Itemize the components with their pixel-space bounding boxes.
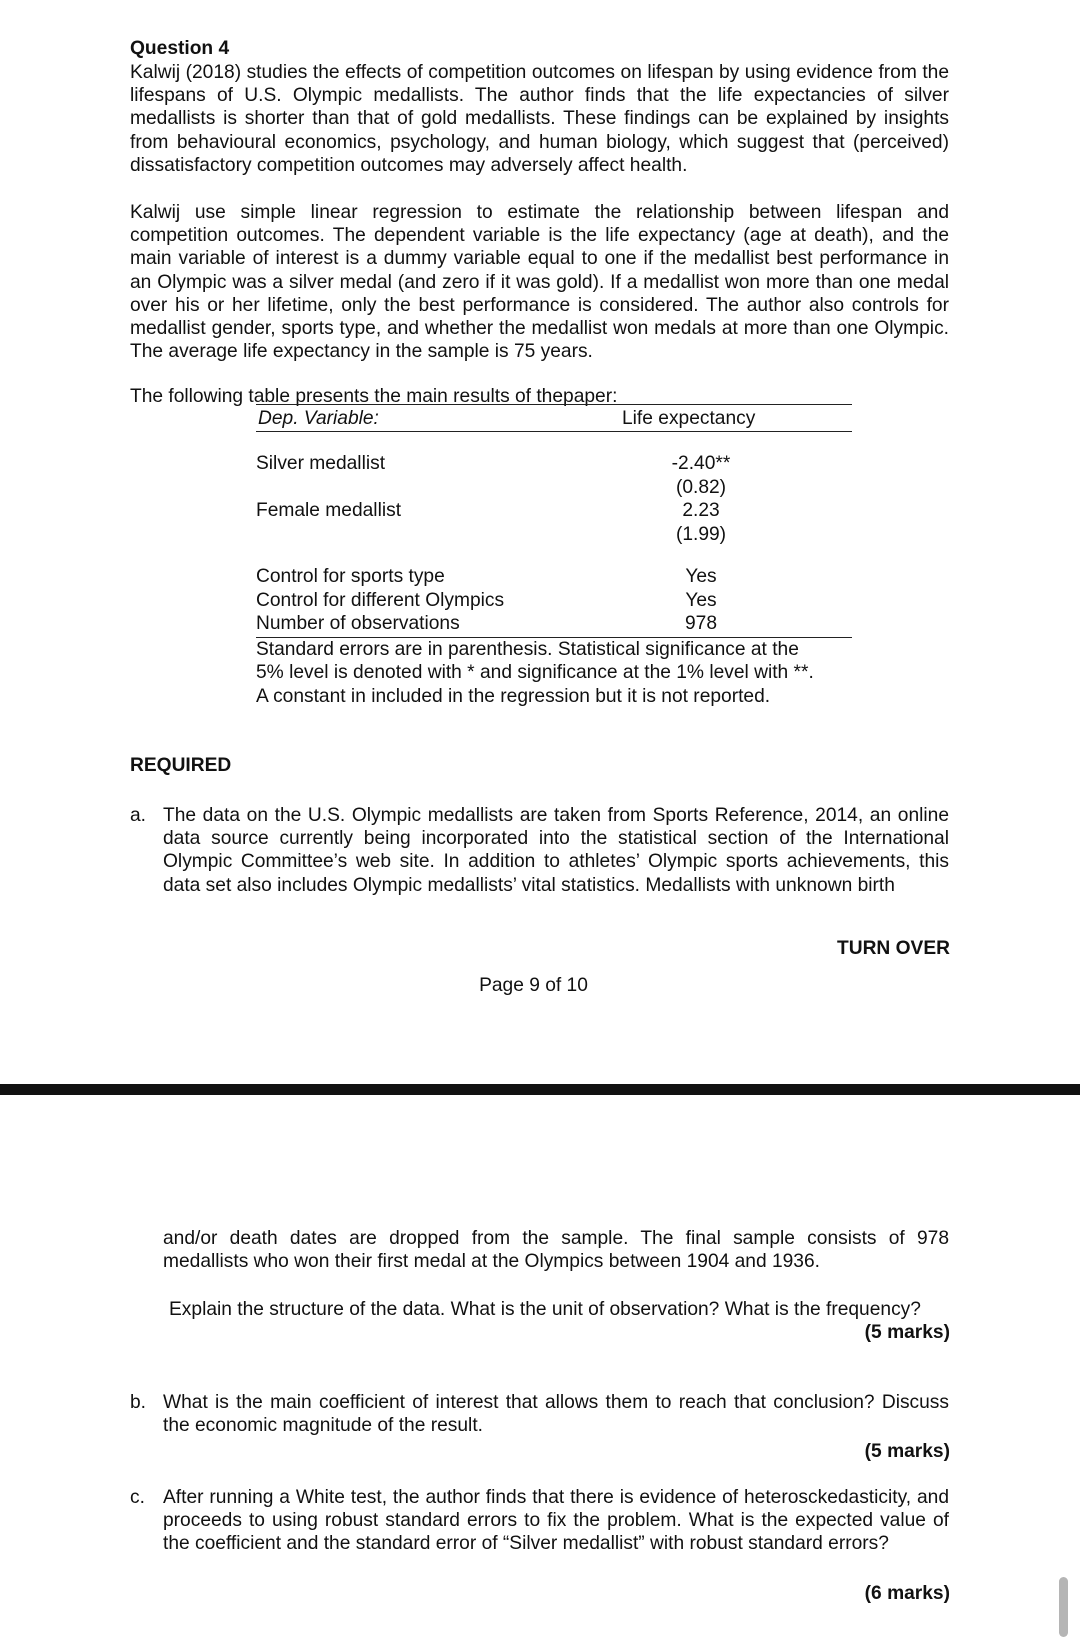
scrollbar-thumb[interactable] bbox=[1059, 1577, 1068, 1637]
control-value: 978 bbox=[684, 613, 717, 634]
control-label: Control for different Olympics bbox=[256, 590, 505, 611]
table-note: Standard errors are in parenthesis. Statistical significance at the bbox=[256, 639, 799, 660]
item-a-letter: a. bbox=[130, 805, 147, 826]
page-number: Page 9 of 10 bbox=[479, 975, 588, 996]
control-label: Control for sports type bbox=[256, 566, 445, 587]
intro-paragraph: Kalwij (2018) studies the effects of competition outcomes on lifespan by using evidence from the lifespans of U.S. Olympic medallists. The author finds that the life expectancies of silver medallists is shorter than that of gold medallists. These findings can be explained by insights from behavioural economics, psychology, and human biology, which suggest that (perceived) dissatisfactory competition outcomes may adversely affect health. bbox=[130, 62, 949, 176]
row-se: (0.82) bbox=[675, 477, 727, 498]
method-paragraph: Kalwij use simple linear regression to estimate the relationship between lifespan and competition outcomes. The dependent variable is the life expectancy (age at death), and the main variable of interest is a dummy variable equal to one if the medallist best performance in an Olympic was a silver medal (and zero if it was gold). If a medallist won more than one medal over his or her lifetime, only the best performance is considered. The author also controls for medallist gender, sports type, and whether the medallist won medals at more than one Olympic. The average life expectancy in the sample is 75 years. bbox=[130, 202, 949, 363]
page-break-divider bbox=[0, 1084, 1080, 1095]
required-heading: REQUIRED bbox=[130, 755, 232, 776]
item-b-marks: (5 marks) bbox=[864, 1441, 950, 1462]
header-life-expectancy: Life expectancy bbox=[622, 408, 756, 429]
control-value: Yes bbox=[685, 566, 717, 587]
row-coef: -2.40** bbox=[671, 453, 731, 474]
turn-over-label: TURN OVER bbox=[837, 938, 950, 959]
control-label: Number of observations bbox=[256, 613, 460, 634]
header-dep-variable: Dep. Variable: bbox=[258, 408, 379, 429]
item-c-marks: (6 marks) bbox=[864, 1583, 950, 1604]
table-intro: The following table presents the main results of thepaper: bbox=[130, 386, 618, 407]
item-c-text: After running a White test, the author finds that there is evidence of heterosckedasticity, and proceeds to using robust standard errors to fix the problem. What is the expected value of the coefficient and the standard error of “Silver medallist” with robust standard errors? bbox=[163, 1487, 949, 1555]
item-a-marks: (5 marks) bbox=[864, 1322, 950, 1343]
row-label: Silver medallist bbox=[256, 453, 386, 474]
control-value: Yes bbox=[685, 590, 717, 611]
table-note: 5% level is denoted with * and significance at the 1% level with **. bbox=[256, 662, 814, 683]
item-a-text-page2: and/or death dates are dropped from the sample. The final sample consists of 978 medallists who won their first medal at the Olympics between 1904 and 1936. bbox=[163, 1228, 949, 1273]
row-se: (1.99) bbox=[675, 524, 727, 545]
table-header-rule bbox=[256, 431, 852, 432]
row-coef: 2.23 bbox=[682, 500, 720, 521]
question-heading: Question 4 bbox=[130, 38, 230, 59]
item-b-letter: b. bbox=[130, 1392, 147, 1413]
item-c-letter: c. bbox=[130, 1487, 145, 1508]
row-label: Female medallist bbox=[256, 500, 402, 521]
item-a-text-page1: The data on the U.S. Olympic medallists are taken from Sports Reference, 2014, an online data source currently being incorporated into the statistical section of the International Olympic Committee’s web site. In addition to athletes’ Olympic sports achievements, this data set also includes Olympic medallists’ vital statistics. Medallists with unknown birth bbox=[163, 805, 949, 896]
item-b-text: What is the main coefficient of interest that allows them to reach that conclusion? Discuss the economic magnitude of the result. bbox=[163, 1392, 949, 1437]
item-a-question: Explain the structure of the data. What is the unit of observation? What is the frequency? bbox=[169, 1299, 921, 1320]
table-note: A constant in included in the regression but it is not reported. bbox=[256, 686, 771, 707]
table-top-rule bbox=[256, 404, 852, 405]
